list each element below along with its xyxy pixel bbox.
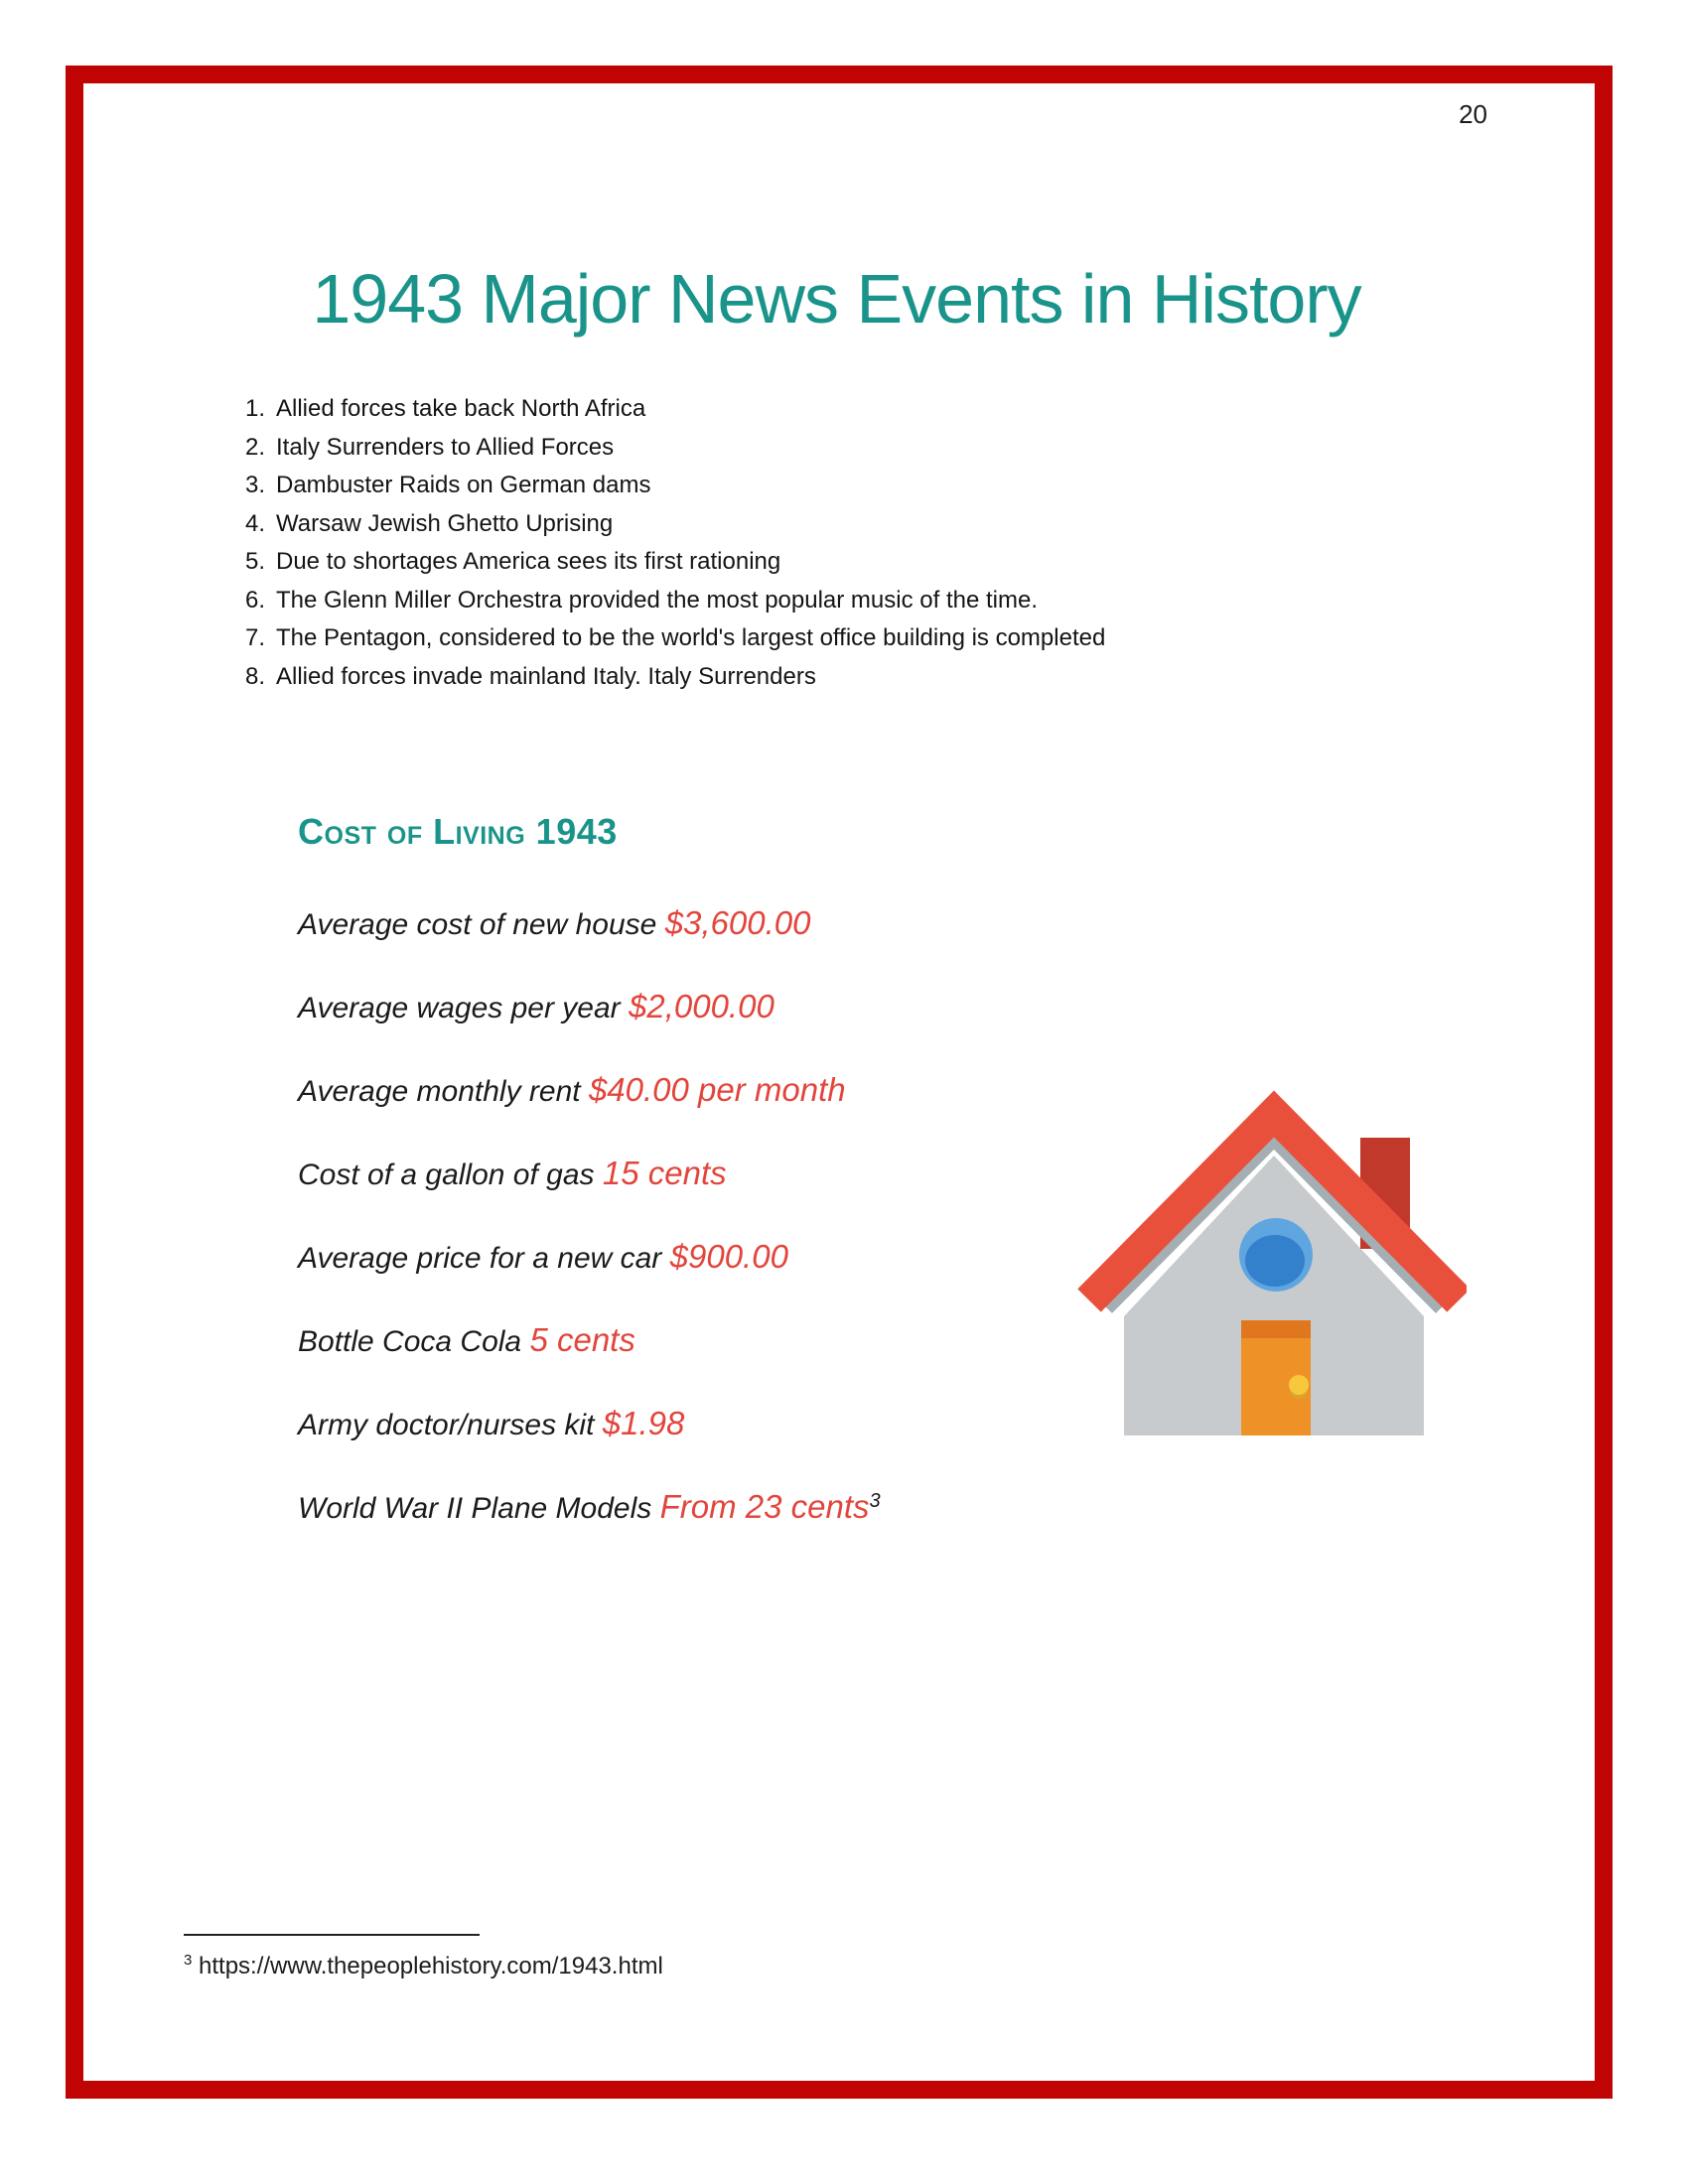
cost-value: $2,000.00	[628, 988, 774, 1024]
cost-label: Cost of a gallon of gas	[298, 1159, 603, 1191]
cost-value: 15 cents	[602, 1155, 727, 1191]
event-item: Allied forces take back North Africa	[276, 395, 646, 422]
event-item: The Glenn Miller Orchestra provided the most popular music of the time.	[276, 586, 1038, 614]
cost-label: Average price for a new car	[298, 1242, 670, 1275]
cost-value: $40.00 per month	[588, 1071, 846, 1108]
footnote-marker: 3	[184, 1952, 193, 1969]
cost-label: Average monthly rent	[298, 1075, 589, 1108]
footnote-url: https://www.thepeoplehistory.com/1943.html	[199, 1953, 663, 1979]
event-item: Warsaw Jewish Ghetto Uprising	[276, 509, 614, 537]
footnote	[184, 1934, 663, 1981]
cost-label: Bottle Coca Cola	[298, 1325, 530, 1358]
footnote-divider	[184, 1934, 480, 1936]
event-item: The Pentagon, considered to be the world's largest office building is completed	[276, 624, 1106, 651]
cost-row	[298, 1406, 881, 1443]
cost-row	[298, 1239, 881, 1277]
footnote-text	[184, 1952, 663, 1981]
event-item: Dambuster Raids on German dams	[276, 472, 651, 498]
page-title: 1943 Major News Events in History	[312, 260, 1361, 338]
cost-label: World War II Plane Models	[298, 1492, 660, 1525]
cost-value: 5 cents	[529, 1321, 635, 1358]
cost-row	[298, 1322, 881, 1360]
cost-row	[298, 1072, 881, 1110]
event-item: Italy Surrenders to Allied Forces	[276, 433, 615, 461]
cost-row	[298, 905, 881, 943]
door-knob	[1289, 1375, 1309, 1395]
cost-row	[298, 1489, 881, 1527]
cost-label: Average cost of new house	[298, 908, 665, 941]
page-number: 20	[1459, 99, 1487, 129]
cost-label: Army doctor/nurses kit	[298, 1409, 603, 1441]
event-item: Due to shortages America sees its first rationing	[276, 548, 781, 575]
cost-row	[298, 989, 881, 1026]
cost-row	[298, 1156, 881, 1193]
house-icon	[1077, 1090, 1467, 1449]
event-item: Allied forces invade mainland Italy. Italy Surrenders	[276, 662, 816, 690]
cost-of-living-heading: Cost of Living 1943	[298, 811, 618, 852]
window-inner	[1245, 1235, 1305, 1287]
footnote-reference: 3	[869, 1490, 881, 1512]
cost-of-living-list	[298, 905, 881, 1572]
house-door-top	[1241, 1320, 1311, 1338]
cost-value: From 23 cents	[659, 1488, 870, 1525]
cost-label: Average wages per year	[298, 992, 629, 1024]
cost-value: $3,600.00	[664, 904, 811, 941]
cost-value: $900.00	[669, 1238, 788, 1275]
cost-value: $1.98	[602, 1405, 685, 1441]
house-illustration	[1077, 1090, 1467, 1449]
events-list	[245, 390, 1105, 696]
